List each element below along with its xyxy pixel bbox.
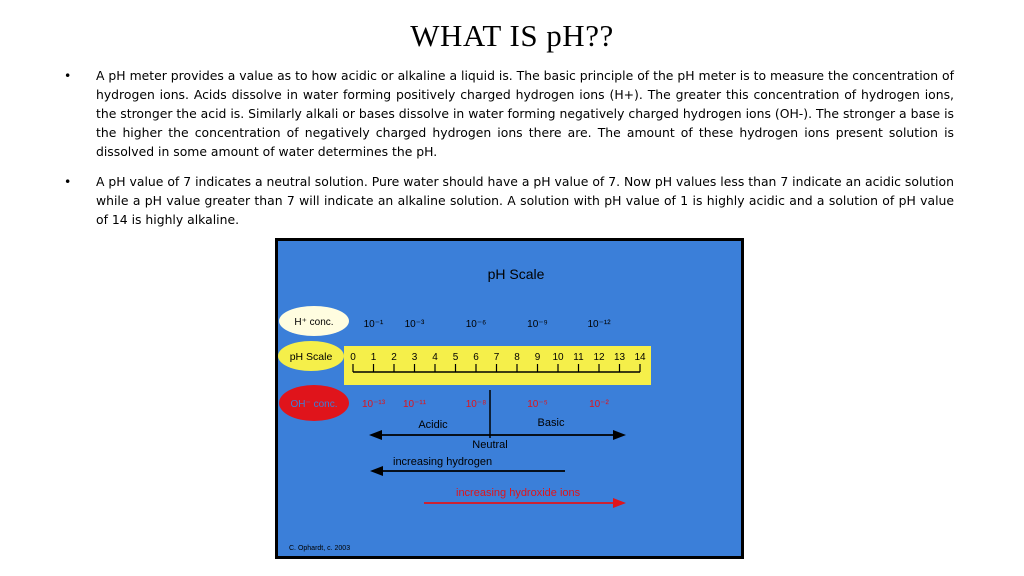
neutral-label: Neutral bbox=[472, 439, 508, 451]
ph-value-label: 8 bbox=[514, 352, 520, 363]
bullet-symbol: • bbox=[64, 68, 72, 83]
increasing-hydroxide-label: increasing hydroxide ions bbox=[456, 487, 581, 499]
ph-value-label: 1 bbox=[370, 352, 377, 363]
acidic-label: Acidic bbox=[418, 419, 448, 431]
ph-value-label: 2 bbox=[391, 352, 397, 363]
ph-value-label: 13 bbox=[613, 352, 626, 363]
ph-value-label: 0 bbox=[350, 352, 356, 363]
ph-values bbox=[350, 352, 646, 363]
ph-value-label: 7 bbox=[493, 352, 500, 363]
h-conc-value: 10⁻⁹ bbox=[527, 319, 548, 330]
basic-arrowhead-icon bbox=[613, 430, 626, 440]
ph-value-label: 11 bbox=[573, 352, 584, 363]
oh-conc-value: 10⁻⁸ bbox=[465, 399, 487, 410]
h-conc-label: H⁺ conc. bbox=[294, 317, 334, 328]
ph-value-label: 5 bbox=[452, 352, 459, 363]
bullet-text: A pH value of 7 indicates a neutral solution. Pure water should have a pH value of 7. Now pH values less than 7 indicate an acidic solution while a pH value greater than 7 will indicate an alkaline solution. A solution with pH value of 1 is highly acidic and a solution of pH value of 14 is highly alkaline. bbox=[96, 174, 954, 227]
h-conc-value: 10⁻¹ bbox=[363, 319, 384, 330]
ph-scale-figure bbox=[275, 238, 744, 559]
oh-conc-value: 10⁻¹¹ bbox=[402, 399, 427, 410]
h-conc-values bbox=[364, 319, 612, 330]
oh-conc-value: 10⁻² bbox=[589, 399, 609, 410]
bullet-symbol: • bbox=[64, 174, 72, 189]
ph-value-label: 3 bbox=[411, 352, 418, 363]
ph-value-label: 12 bbox=[593, 352, 605, 363]
increasing-hydrogen-label: increasing hydrogen bbox=[393, 456, 493, 468]
h-conc-value: 10⁻¹² bbox=[587, 319, 611, 330]
ph-value-label: 10 bbox=[552, 352, 564, 363]
figure-title: pH Scale bbox=[487, 266, 545, 282]
oh-conc-value: 10⁻¹³ bbox=[361, 399, 386, 410]
figure-credit: C. Ophardt, c. 2003 bbox=[289, 545, 351, 552]
ph-value-label: 4 bbox=[432, 352, 438, 363]
oh-conc-label: OH⁻ conc. bbox=[290, 399, 338, 410]
oh-conc-values bbox=[362, 399, 610, 410]
acidic-arrowhead-icon bbox=[369, 430, 382, 440]
slide-title: WHAT IS pH?? bbox=[410, 18, 614, 53]
ph-value-label: 9 bbox=[534, 352, 541, 363]
h-conc-value: 10⁻⁶ bbox=[465, 319, 487, 330]
bullet-item bbox=[62, 66, 954, 161]
hydrogen-arrowhead-icon bbox=[370, 466, 383, 476]
basic-label: Basic bbox=[537, 417, 565, 429]
bullet-list bbox=[62, 66, 954, 240]
ph-scale-label: pH Scale bbox=[289, 351, 333, 363]
ph-value-label: 6 bbox=[473, 352, 479, 363]
hydroxide-arrowhead-icon bbox=[613, 498, 626, 508]
bullet-item bbox=[62, 172, 954, 229]
ph-value-label: 14 bbox=[634, 352, 646, 363]
oh-conc-value: 10⁻⁵ bbox=[527, 399, 548, 410]
h-conc-value: 10⁻³ bbox=[404, 319, 425, 330]
bullet-text: A pH meter provides a value as to how acidic or alkaline a liquid is. The basic principle of the pH meter is to measure the concentration of hydrogen ions. Acids dissolve in water forming positively charged hydrogen ions (H+). The greater this concentration of hydrogen ions, the stronger the acid is. Similarly alkali or bases dissolve in water forming negatively charged hydrogen ions (OH-). The stronger a base is the higher the concentration of negatively charged hydrogen ions there are. The amount of these hydrogen ions present solution is dissolved in some amount of water determines the pH. bbox=[96, 68, 954, 159]
ph-scale-diagram bbox=[278, 241, 741, 556]
